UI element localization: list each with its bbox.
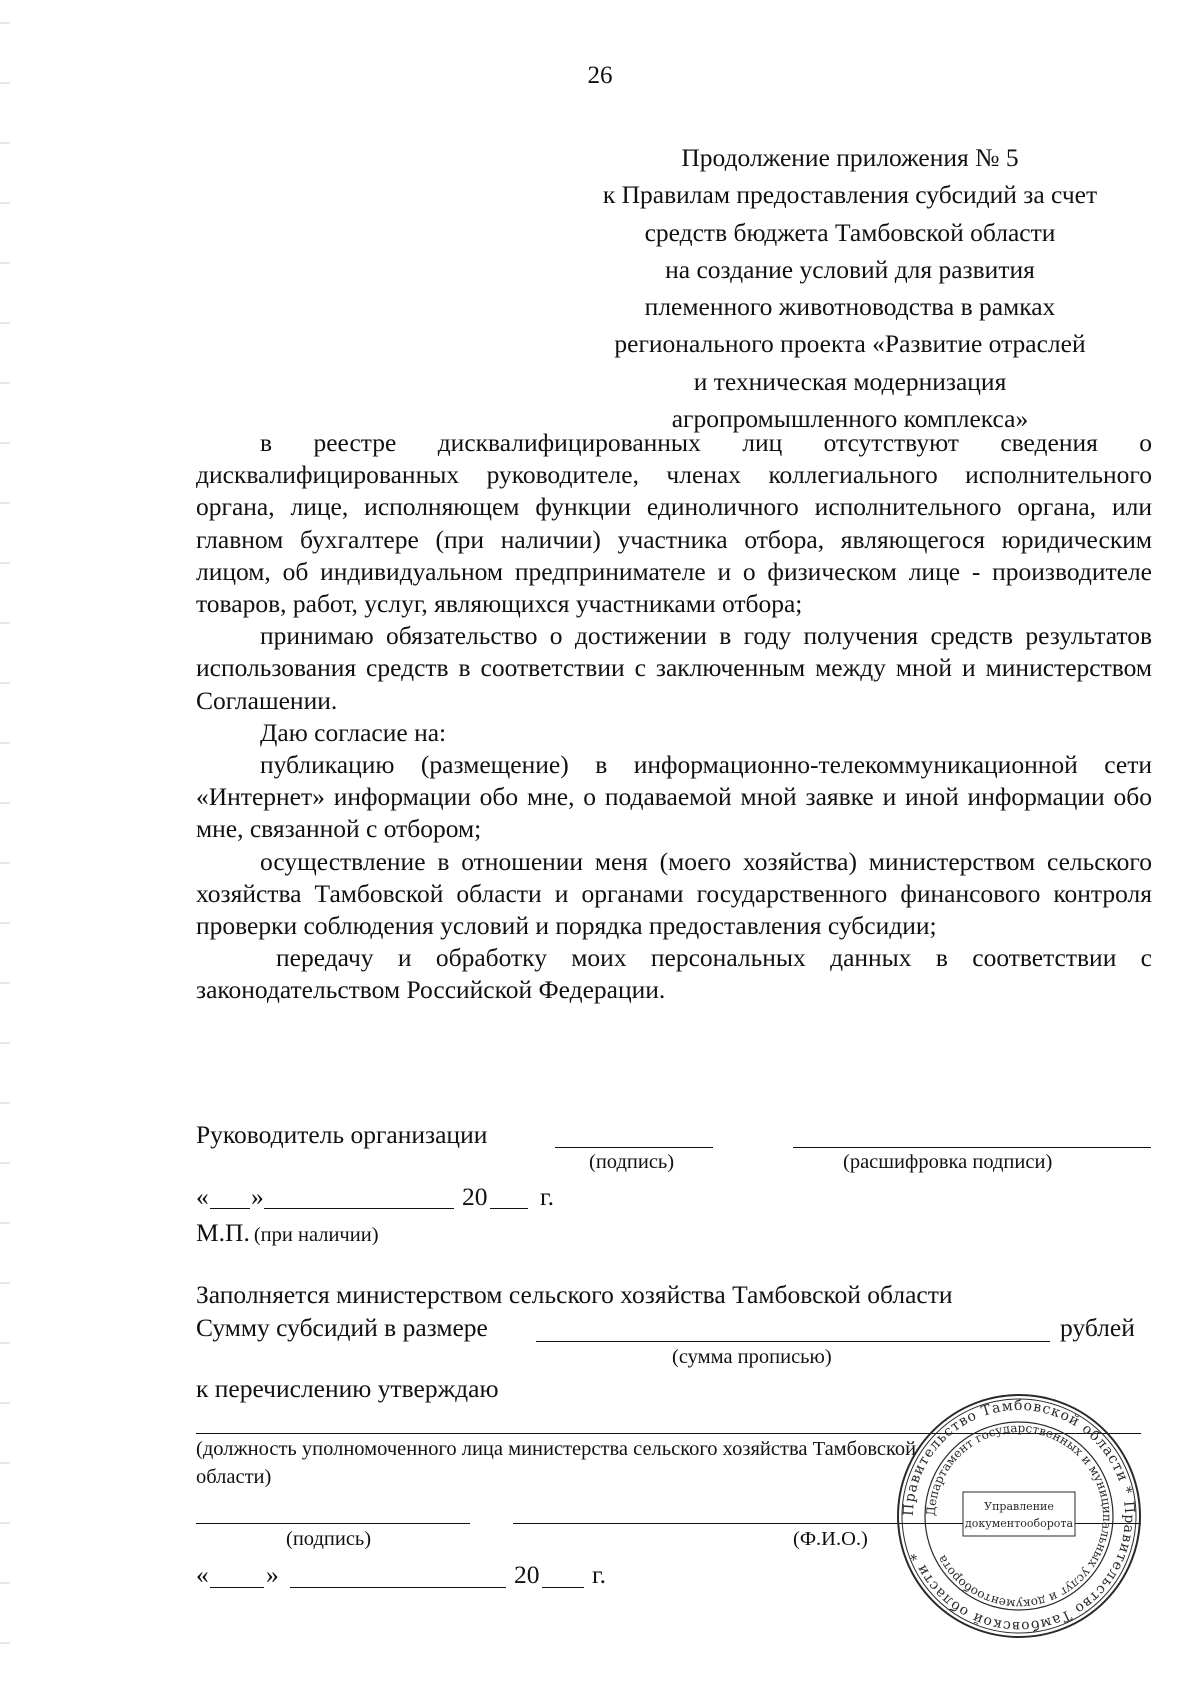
- header-line: племенного животноводства в рамках: [644, 292, 1056, 322]
- signature-decoding-caption: (расшифровка подписи): [843, 1151, 1053, 1173]
- date-day-line: [210, 1208, 250, 1209]
- header-line: и техническая модернизация: [693, 366, 1007, 396]
- date-month-line: [264, 1208, 454, 1209]
- seal-center-line-2: документооборота: [964, 1517, 1074, 1530]
- approve-label: к перечислению утверждаю: [196, 1374, 499, 1403]
- seal-label: М.П.: [196, 1218, 250, 1247]
- position-caption-continued: области): [196, 1466, 272, 1488]
- paragraph-obligation: принимаю обязательство о достижении в году получения средств результатов использования средств в соответствии с заключенным между мной и министерством Соглашении.: [196, 621, 1152, 715]
- position-caption: (должность уполномоченного лица министерства сельского хозяйства Тамбовской: [196, 1438, 917, 1460]
- seal-note: (при наличии): [253, 1224, 379, 1246]
- subsidy-amount-caption: (сумма прописью): [672, 1346, 832, 1368]
- approval-date-year-line: [542, 1587, 584, 1588]
- subsidy-amount-line: [536, 1341, 1050, 1342]
- appendix-header: [560, 139, 1140, 437]
- approval-date-day-line: [210, 1587, 264, 1588]
- official-seal-stamp: [895, 1392, 1143, 1640]
- document-body: [196, 427, 1152, 1007]
- paragraph-consent-inspection: осуществление в отношении меня (моего хозяйства) министерством сельского хозяйства Тамбовской области и органами государственного финансового контроля проверки соблюдения условий и порядка предоставления субсидии;: [196, 846, 1152, 941]
- header-line: регионального проекта «Развитие отраслей: [614, 329, 1086, 359]
- seal-center-line-1: Управление: [984, 1500, 1054, 1513]
- date-open-quote: «: [196, 1182, 209, 1211]
- approval-date-year-prefix: 20: [514, 1560, 540, 1589]
- approval-date-month-line: [290, 1587, 506, 1588]
- approval-date-close-quote: »: [266, 1560, 279, 1589]
- header-line: на создание условий для развития: [665, 254, 1035, 284]
- date-year-suffix: г.: [540, 1182, 554, 1211]
- official-signature-line: [196, 1523, 470, 1524]
- scan-edge-artifact: [0, 0, 10, 1697]
- signature-caption: (подпись): [589, 1151, 675, 1173]
- signature-line: [555, 1147, 713, 1148]
- head-of-organization-label: Руководитель организации: [196, 1120, 488, 1149]
- seal-graphic: [895, 1392, 1143, 1640]
- date-year-line: [490, 1208, 528, 1209]
- paragraph-consent-publication: публикацию (размещение) в информационно-телекоммуникационной сети «Интернет» информации обо мне, о подаваемой мной заявке и иной информации обо мне, связанной с отбором;: [196, 750, 1152, 844]
- header-line: средств бюджета Тамбовской области: [644, 217, 1056, 247]
- subsidy-amount-label: Сумму субсидий в размере: [196, 1313, 488, 1342]
- header-line: Продолжение приложения № 5: [681, 143, 1019, 172]
- date-close-quote: »: [251, 1182, 264, 1211]
- approval-date-open-quote: «: [196, 1560, 209, 1589]
- page-number: 26: [587, 62, 613, 89]
- date-year-prefix: 20: [462, 1182, 488, 1211]
- official-fio-caption: (Ф.И.О.): [793, 1528, 868, 1550]
- header-line: агропромышленного комплекса»: [671, 404, 1029, 434]
- ministry-fill-note: Заполняется министерством сельского хозяйства Тамбовской области: [196, 1280, 953, 1309]
- paragraph-consent-personal-data: передачу и обработку моих персональных данных в соответствии с законодательством Российской Федерации.: [196, 943, 1152, 1005]
- paragraph-consent-intro: Даю согласие на:: [260, 717, 447, 747]
- seal-inner-text: Департамент государственных и муниципальных услуг и документооборота: [923, 1420, 1115, 1612]
- approval-date-year-suffix: г.: [592, 1560, 606, 1589]
- official-signature-caption: (подпись): [286, 1528, 372, 1550]
- signature-decoding-line: [793, 1147, 1151, 1148]
- seal-outer-text: Правительство Тамбовской области * Правительство Тамбовской области *: [900, 1397, 1138, 1635]
- paragraph-disqualified-registry: в реестре дисквалифицированных лиц отсутствуют сведения о дисквалифицированных руководителе, членах коллегиального исполнительного органа, лице, исполняющем функции единоличного исполнительного органа, или главном бухгалтере (при наличии) участника отбора, являющегося юридическим лицом, об индивидуальном предпринимателе и о физическом лице - производителе товаров, работ, услуг, являющихся участниками отбора;: [196, 428, 1152, 619]
- seal-line: [196, 1218, 379, 1248]
- header-line: к Правилам предоставления субсидий за счет: [602, 180, 1098, 210]
- subsidy-amount-unit: рублей: [1060, 1313, 1135, 1342]
